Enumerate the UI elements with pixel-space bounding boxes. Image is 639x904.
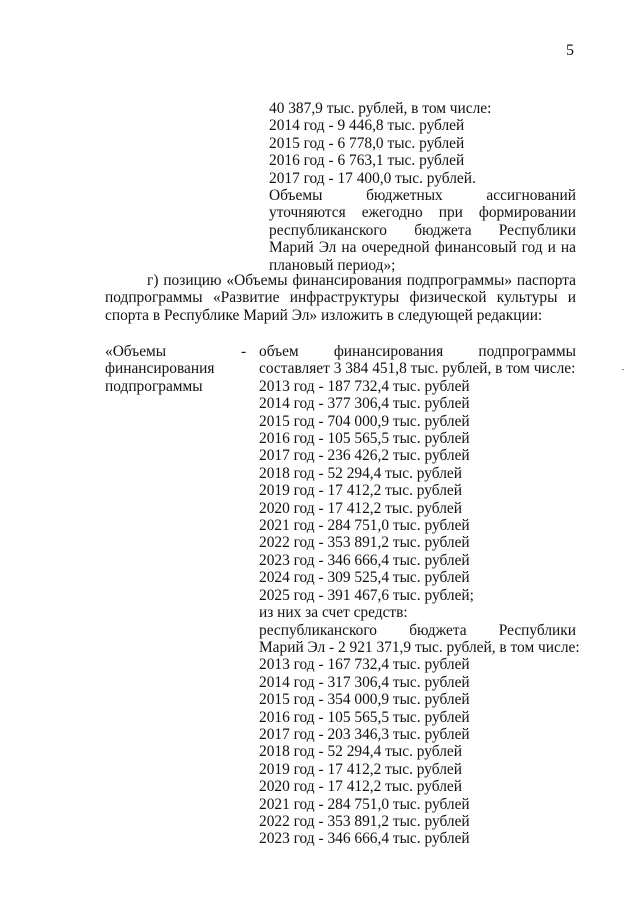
year-line: 2015 год - 6 778,0 тыс. рублей xyxy=(269,134,465,152)
year-line: 2013 год - 167 732,4 тыс. рублей xyxy=(259,656,470,674)
word: финансирования xyxy=(333,343,444,360)
year-line: 2022 год - 353 891,2 тыс. рублей xyxy=(259,812,470,830)
total-amount-line: составляет 3 384 451,8 тыс. рублей, в том числе: xyxy=(259,360,576,378)
position-label xyxy=(105,343,250,395)
budget-note: Объемы бюджетных ассигнований уточняются ежегодно при формировании республиканского бюджета Республики Марий Эл на очередной финансовый год и на плановый период»; xyxy=(269,187,576,274)
page-number: 5 xyxy=(566,42,574,59)
year-line: 2021 год - 284 751,0 тыс. рублей xyxy=(259,517,470,535)
funding-continuation-block xyxy=(269,100,576,274)
year-line: 2016 год - 105 565,5 тыс. рублей xyxy=(259,430,470,448)
year-line: 2014 год - 317 306,4 тыс. рублей xyxy=(259,673,470,691)
year-line: 2018 год - 52 294,4 тыс. рублей xyxy=(259,464,462,482)
scan-mark xyxy=(622,369,624,370)
volume-heading-line xyxy=(259,343,576,360)
year-line: 2023 год - 346 666,4 тыс. рублей xyxy=(259,551,470,569)
years-total-list xyxy=(259,378,576,604)
year-line: 2014 год - 377 306,4 тыс. рублей xyxy=(259,395,470,413)
year-line: 2013 год - 187 732,4 тыс. рублей xyxy=(259,377,470,395)
year-line: 2017 год - 203 346,3 тыс. рублей xyxy=(259,725,470,743)
word: республиканского xyxy=(259,621,377,639)
year-line: 2016 год - 105 565,5 тыс. рублей xyxy=(259,708,470,726)
republic-total-line: Марий Эл - 2 921 371,9 тыс. рублей, в том числе: xyxy=(259,638,580,656)
year-line: 2015 год - 354 000,9 тыс. рублей xyxy=(259,691,470,709)
year-line: 2015 год - 704 000,9 тыс. рублей xyxy=(259,412,470,430)
word: бюджета xyxy=(409,621,467,639)
sources-line: из них за счет средств: xyxy=(259,604,408,622)
year-line: 2017 год - 17 400,0 тыс. рублей. xyxy=(269,169,476,187)
label-line: подпрограммы xyxy=(105,377,203,395)
year-line: 2014 год - 9 446,8 тыс. рублей xyxy=(269,117,465,135)
year-line: 2019 год - 17 412,2 тыс. рублей xyxy=(259,482,462,500)
year-line: 2019 год - 17 412,2 тыс. рублей xyxy=(259,760,462,778)
word: объем xyxy=(259,343,299,360)
label-line: финансирования xyxy=(105,360,215,378)
label-line: «Объемы xyxy=(105,343,167,360)
word: Республики xyxy=(498,621,576,639)
label-dash: - xyxy=(241,343,247,360)
year-line: 2020 год - 17 412,2 тыс. рублей xyxy=(259,499,462,517)
year-line: 2024 год - 309 525,4 тыс. рублей xyxy=(259,569,470,587)
year-line: 2022 год - 353 891,2 тыс. рублей xyxy=(259,534,470,552)
year-line: 2016 год - 6 763,1 тыс. рублей xyxy=(269,152,465,170)
year-line: 2021 год - 284 751,0 тыс. рублей xyxy=(259,795,470,813)
year-line: 2018 год - 52 294,4 тыс. рублей xyxy=(259,743,462,761)
year-line: 2020 год - 17 412,2 тыс. рублей xyxy=(259,778,462,796)
year-line: 2025 год - 391 467,6 тыс. рублей; xyxy=(259,586,474,604)
year-line: 2017 год - 236 426,2 тыс. рублей xyxy=(259,447,470,465)
total-line: 40 387,9 тыс. рублей, в том числе: xyxy=(269,100,492,117)
year-line: 2023 год - 346 666,4 тыс. рублей xyxy=(259,830,470,848)
republic-budget-heading xyxy=(259,622,576,639)
word: подпрограммы xyxy=(478,343,576,360)
funding-values xyxy=(259,343,580,848)
intro-paragraph: г) позицию «Объемы финансирования подпрограммы» паспорта подпрограммы «Развитие инфраструктуры физической культуры и спорта в Республике Марий Эл» изложить в следующей редакции: xyxy=(105,272,576,324)
years-republic-list xyxy=(259,656,576,847)
